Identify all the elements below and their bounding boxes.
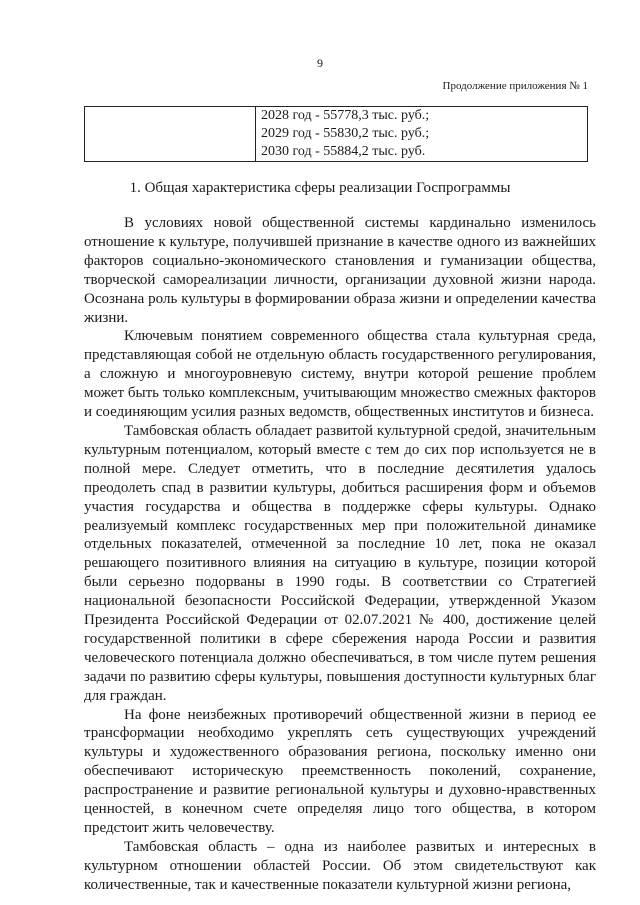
funding-line-2030: 2030 год - 55884,2 тыс. руб. bbox=[261, 144, 426, 159]
section-heading: 1. Общая характеристика сферы реализации Госпрограммы bbox=[129, 180, 511, 196]
paragraph: Ключевым понятием современного общества стала культурная среда, представляющая собой не отдельную область государственного регулирования, а сложную и многоуровневую систему, внутри которой решение проблем может быть только комплексным, учитывающим множество смежных факторов и соединяющим усилия разных ведомств, общественных институтов и бизнеса. bbox=[84, 328, 596, 421]
page-number: 9 bbox=[317, 56, 323, 70]
funding-line-2028: 2028 год - 55778,3 тыс. руб.; bbox=[261, 108, 430, 123]
paragraph: В условиях новой общественной системы кардинально изменилось отношение к культуре, получившей признание в качестве одного из важнейших факторов социально-экономического становления и гуманизации общества, творческой самореализации личности, организации духовной жизни народа. Осознана роль культуры в формировании образа жизни и определении качества жизни. bbox=[84, 215, 596, 326]
funding-line-2029: 2029 год - 55830,2 тыс. руб.; bbox=[261, 126, 430, 141]
body-text bbox=[84, 214, 596, 895]
table-cell-empty bbox=[85, 107, 256, 162]
paragraph: На фоне неизбежных противоречий общественной жизни в период ее трансформации необходимо укреплять сеть существующих учреждений культуры и художественного образования региона, поскольку именно они обеспечивают историческую преемственность поколений, сохранение, распространение и развитие региональной культуры и духовно-нравственных ценностей, в конечном счете определяя лицо того общества, в котором предстоит жить человечеству. bbox=[84, 706, 596, 836]
budget-table bbox=[84, 106, 588, 162]
continuation-label: Продолжение приложения № 1 bbox=[442, 80, 588, 92]
table-row bbox=[85, 107, 588, 162]
table-cell-funding bbox=[256, 107, 588, 162]
paragraph: Тамбовская область обладает развитой культурной средой, значительным культурным потенциалом, который вместе с тем до сих пор используется не в полной мере. Следует отметить, что в последние десятилетия удалось преодолеть спад в развитии культуры, добиться расширения форм и объемов участия государства и общества в поддержке сферы культуры. Однако реализуемый комплекс государственных мер при положительной динамике отдельных показателей, отмеченной за последние 10 лет, пока не оказал решающего позитивного влияния на ситуацию в культуре, позиции которой были серьезно подорваны в 1990 годы. В соответствии со Стратегией национальной безопасности Российской Федерации, утвержденной Указом Президента Российской Федерации от 02.07.2021 № 400, достижение целей государственной политики в сфере сбережения народа России и развития человеческого потенциала должно обеспечиваться, в том числе путем решения задачи по развитию сферы культуры, повышения доступности культурных благ для граждан. bbox=[84, 422, 596, 704]
paragraph: Тамбовская область – одна из наиболее развитых и интересных в культурном отношении областей России. Об этом свидетельствуют как количественные, так и качественные показатели культурной жизни региона, bbox=[84, 838, 596, 893]
